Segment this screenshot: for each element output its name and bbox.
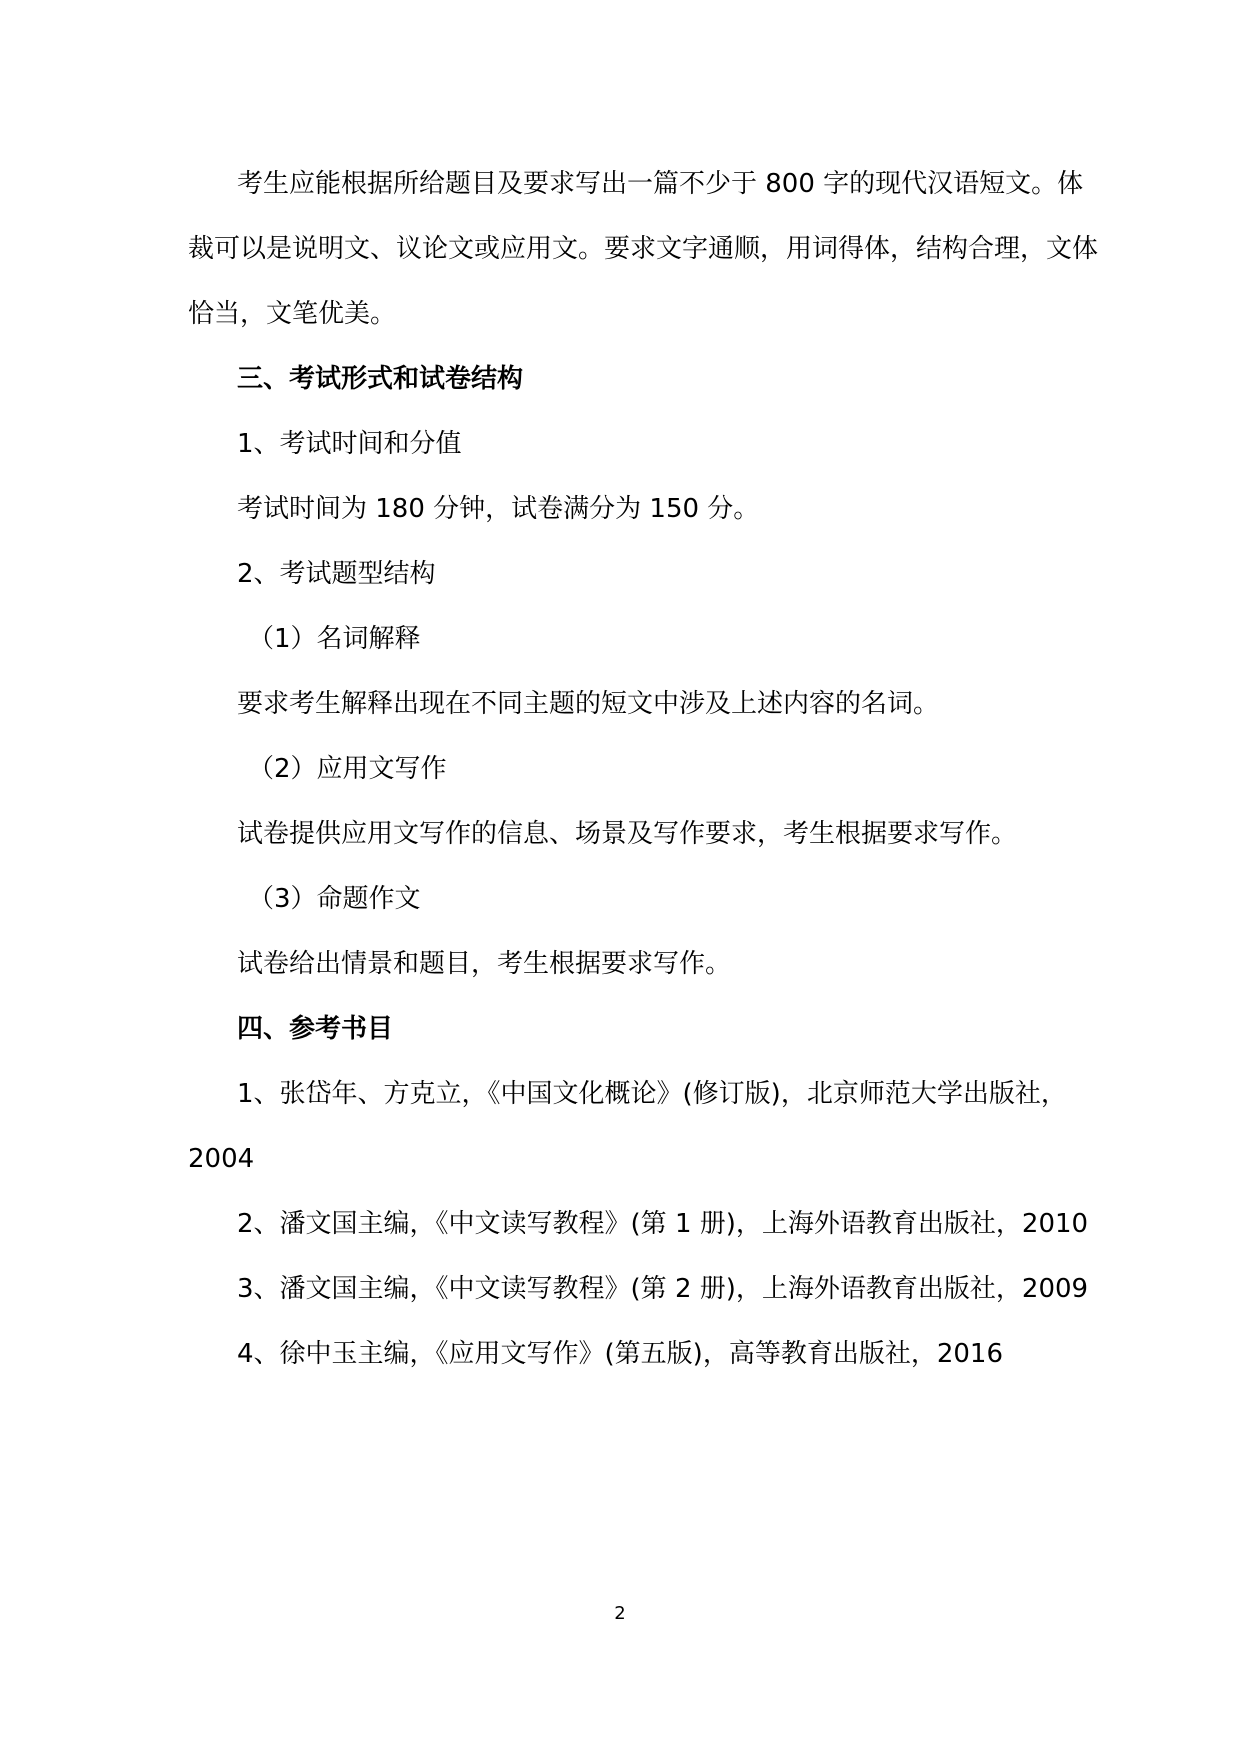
sub-3-text: 试卷给出情景和题目，考生根据要求写作。: [237, 949, 732, 979]
sub-2-title: （2）应用文写作: [248, 754, 447, 784]
reference-4: 4、徐中玉主编，《应用文写作》(第五版)，高等教育出版社，2016: [237, 1339, 1003, 1369]
reference-1-line-2: 2004: [188, 1144, 255, 1174]
intro-line-2: 裁可以是说明文、议论文或应用文。要求文字通顺，用词得体，结构合理，文体: [188, 234, 1099, 264]
page-number: 2: [614, 1603, 626, 1624]
item-2-title: 2、考试题型结构: [237, 559, 436, 589]
sub-1-text: 要求考生解释出现在不同主题的短文中涉及上述内容的名词。: [237, 689, 940, 719]
intro-line-1: 考生应能根据所给题目及要求写出一篇不少于 800 字的现代汉语短文。体: [237, 169, 1084, 199]
sub-2-text: 试卷提供应用文写作的信息、场景及写作要求，考生根据要求写作。: [237, 819, 1018, 849]
item-1-text: 考试时间为 180 分钟，试卷满分为 150 分。: [237, 494, 760, 524]
reference-2: 2、潘文国主编，《中文读写教程》(第 1 册)，上海外语教育出版社，2010: [237, 1209, 1089, 1239]
reference-1-line-1: 1、张岱年、方克立，《中国文化概论》(修订版)，北京师范大学出版社，: [237, 1079, 1067, 1109]
item-1-title: 1、考试时间和分值: [237, 429, 462, 459]
sub-3-title: （3）命题作文: [248, 884, 421, 914]
sub-1-title: （1）名词解释: [248, 624, 421, 654]
reference-3: 3、潘文国主编，《中文读写教程》(第 2 册)，上海外语教育出版社，2009: [237, 1274, 1089, 1304]
intro-line-3: 恰当，文笔优美。: [188, 299, 397, 329]
section-4-heading: 四、参考书目: [237, 1014, 394, 1044]
section-3-heading: 三、考试形式和试卷结构: [237, 364, 524, 394]
